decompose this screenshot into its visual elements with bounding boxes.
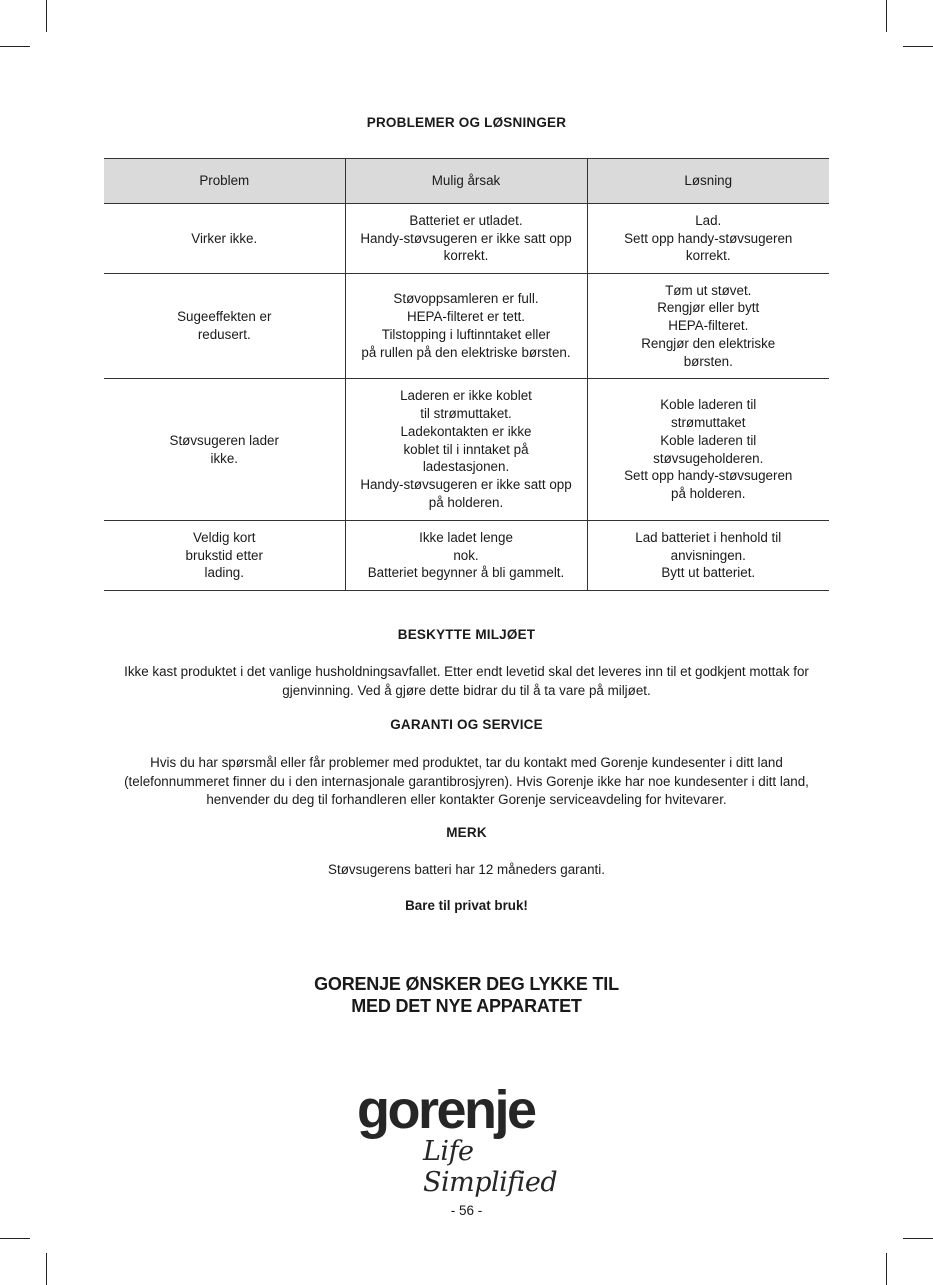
cell-line: Koble laderen til <box>660 432 757 448</box>
cell-line: strømuttaket <box>671 414 746 430</box>
solution-cell <box>587 379 829 521</box>
cell-line: ikke. <box>210 450 239 466</box>
cell-line: Virker ikke. <box>191 230 258 246</box>
note-heading: MERK <box>446 825 487 840</box>
cell-line: Handy-støvsugeren er ikke satt opp <box>360 230 572 246</box>
cell-line: lading. <box>204 565 244 581</box>
warranty-heading: GARANTI OG SERVICE <box>390 717 543 732</box>
cell-line: Batteriet begynner å bli gammelt. <box>367 565 565 581</box>
cell-line: Tilstopping i luftinntaket eller <box>381 327 551 342</box>
page-title: PROBLEMER OG LØSNINGER <box>366 115 567 130</box>
cell-line: Veldig kort <box>192 529 256 545</box>
logo-wordmark: gorenje <box>357 1080 535 1140</box>
cell-line: Bytt ut batteriet. <box>661 565 756 581</box>
cell-line: Sett opp handy-støvsugeren <box>624 468 793 484</box>
crop-mark <box>886 1253 887 1285</box>
cell-line: HEPA-filteret er tett. <box>406 309 526 325</box>
table-header-row <box>104 159 829 204</box>
cause-cell <box>345 521 587 591</box>
column-header-problem: Problem <box>104 159 345 204</box>
cell-line: børsten. <box>683 353 733 369</box>
cell-line: Støvsugeren lader <box>169 432 279 448</box>
cell-line: Støvoppsamleren er full. <box>393 291 539 307</box>
cell-line: Handy-støvsugeren er ikke satt opp <box>360 477 572 493</box>
cause-cell <box>345 204 587 274</box>
cell-line: Rengjør eller bytt <box>657 300 760 316</box>
cell-line: Ikke ladet lenge <box>419 529 513 545</box>
problem-cell <box>104 204 345 274</box>
cell-line: Laderen er ikke koblet <box>400 388 532 404</box>
table-row <box>104 521 829 591</box>
solution-cell <box>587 204 829 274</box>
cell-line: koblet til i inntaket på <box>403 441 529 457</box>
table-row <box>104 204 829 274</box>
closing-message-line2: MED DET NYE APPARATET <box>351 996 582 1016</box>
logo-tagline: Life Simplified <box>423 1136 558 1198</box>
crop-mark <box>46 0 47 32</box>
cell-line: brukstid etter <box>185 547 263 563</box>
cell-line: korrekt. <box>443 248 489 264</box>
private-use-note: Bare til privat bruk! <box>405 898 528 913</box>
problem-cell <box>104 521 345 591</box>
cause-cell <box>345 274 587 379</box>
cell-line: HEPA-filteret. <box>668 318 749 334</box>
cell-line: støvsugeholderen. <box>653 450 764 466</box>
problem-cell <box>104 379 345 521</box>
cause-cell <box>345 379 587 521</box>
cell-line: på rullen på den elektriske børsten. <box>361 344 571 360</box>
cell-line: Lad. <box>695 212 722 228</box>
crop-mark <box>903 1238 933 1239</box>
cell-line: nok. <box>453 547 479 563</box>
closing-message-line1: GORENJE ØNSKER DEG LYKKE TIL <box>314 974 619 994</box>
crop-mark <box>0 46 30 47</box>
cell-line: Sugeeffekten er <box>177 309 272 325</box>
troubleshooting-table <box>104 158 829 591</box>
cell-line: til strømuttaket. <box>420 406 512 421</box>
problem-cell <box>104 274 345 379</box>
column-header-solution: Løsning <box>587 159 829 204</box>
cell-line: på holderen. <box>428 494 504 510</box>
cell-line: Rengjør den elektriske <box>641 335 776 351</box>
crop-mark <box>903 46 933 47</box>
solution-cell <box>587 274 829 379</box>
cell-line: på holderen. <box>671 486 746 502</box>
cell-line: anvisningen. <box>670 547 746 563</box>
cell-line: Lad batteriet i henhold til <box>635 529 782 545</box>
warranty-text: Hvis du har spørsmål eller får problemer med produktet, tar du kontakt med Gorenje kundesenter i ditt land (telefonnummeret finner du i den internasjonale garantibrosjyren). Hvis Gorenje ikke har noe kundesenter i ditt land, henvender du deg til forhandleren eller kontakter Gorenje serviceavdeling for hvitevarer. <box>124 755 809 807</box>
table-row <box>104 274 829 379</box>
solution-cell <box>587 521 829 591</box>
crop-mark <box>886 0 887 32</box>
cell-line: Ladekontakten er ikke <box>400 423 532 439</box>
cell-line: ladestasjonen. <box>422 459 510 475</box>
cell-line: redusert. <box>197 327 251 342</box>
cell-line: Koble laderen til <box>660 397 757 413</box>
environment-heading: BESKYTTE MILJØET <box>397 627 536 642</box>
page-number: - 56 - <box>450 1203 483 1218</box>
column-header-cause: Mulig årsak <box>345 159 587 204</box>
gorenje-logo <box>357 1080 587 1198</box>
cell-line: Batteriet er utladet. <box>409 212 523 228</box>
crop-mark <box>46 1253 47 1285</box>
crop-mark <box>0 1238 30 1239</box>
cell-line: Sett opp handy-støvsugeren <box>624 230 793 246</box>
cell-line: Tøm ut støvet. <box>665 282 752 298</box>
environment-text: Ikke kast produktet i det vanlige husholdningsavfallet. Etter endt levetid skal det leveres inn til et godkjent mottak for gjenvinning. Ved å gjøre dette bidrar du til å ta vare på miljøet. <box>124 664 809 698</box>
table-row <box>104 379 829 521</box>
cell-line: korrekt. <box>685 248 731 264</box>
note-text: Støvsugerens batteri har 12 måneders garanti. <box>328 862 605 877</box>
